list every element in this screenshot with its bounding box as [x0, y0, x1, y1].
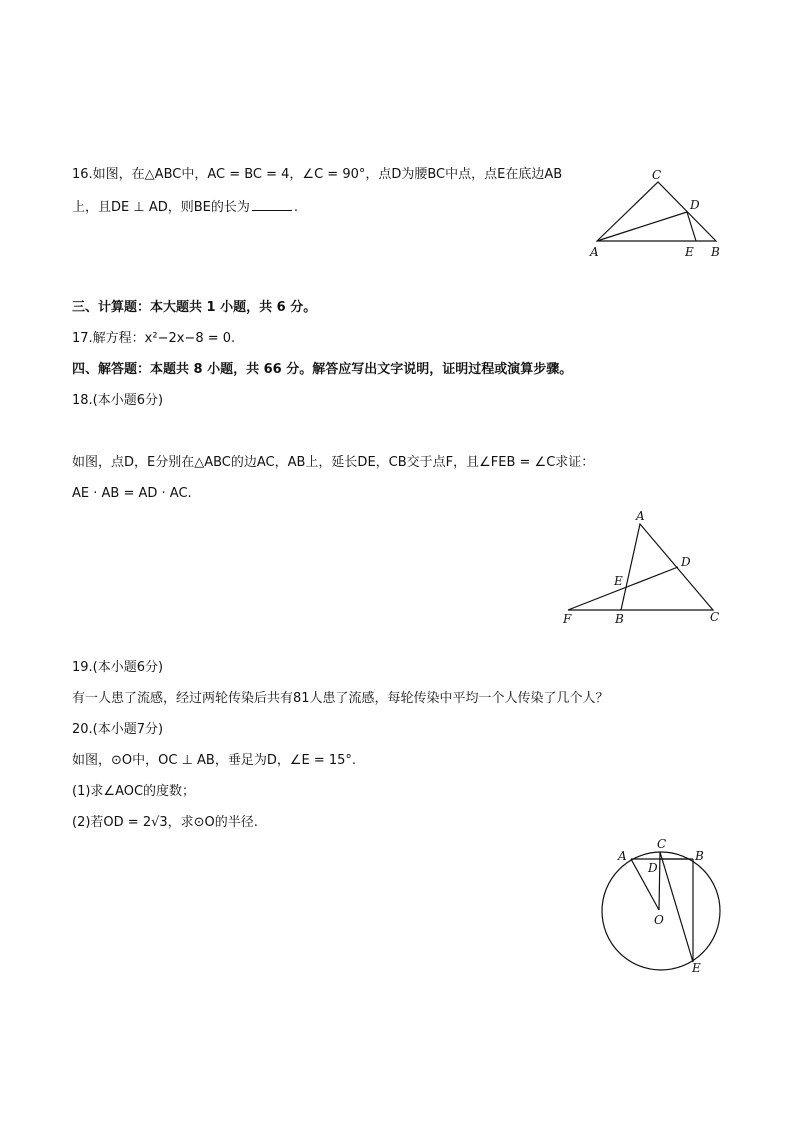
- section3-header: 三、计算题：本大题共 1 小题，共 6 分。: [72, 300, 317, 315]
- q20-circle-o: [602, 852, 720, 970]
- q18-head: 18.(本小题6分): [72, 393, 164, 408]
- q18-line2: AE · AB = AD · AC.: [72, 486, 192, 501]
- q18-label-b: B: [615, 612, 624, 626]
- q20-head: 20.(本小题7分): [72, 722, 164, 737]
- q20-label-a: A: [618, 849, 627, 863]
- q18-line1: 如图，点D，E分别在△ABC的边AC，AB上，延长DE，CB交于点F，且∠FEB = ∠C求证：: [72, 455, 595, 470]
- q16-line2-text: 上，且DE ⊥ AD，则BE的长为: [72, 200, 250, 215]
- q16-label-b: B: [711, 245, 720, 259]
- q16-label-e: E: [685, 245, 694, 259]
- q18-label-e: E: [614, 574, 623, 588]
- q20-label-e: E: [692, 961, 701, 975]
- q20-part2: (2)若OD = 2√3，求⊙O的半径.: [72, 815, 258, 830]
- q20-label-b: B: [695, 849, 704, 863]
- q20-segment-oc: [659, 852, 660, 910]
- q19-head: 19.(本小题6分): [72, 660, 164, 675]
- q18-label-f: F: [563, 612, 572, 626]
- q20-part1: (1)求∠AOC的度数；: [72, 784, 196, 799]
- q19-text: 有一人患了流感，经过两轮传染后共有81人患了流感，每轮传染中平均一个人传染了几个人？: [72, 691, 609, 706]
- q18-label-c: C: [710, 610, 720, 624]
- q18-label-d: D: [681, 555, 691, 569]
- q16-label-a: A: [590, 245, 599, 259]
- q20-line1: 如图，⊙O中，OC ⊥ AB，垂足为D，∠E = 15°.: [72, 753, 357, 768]
- q16-label-d: D: [690, 198, 700, 212]
- q20-segment-ce: [660, 852, 693, 962]
- q16-line1: 16.如图，在△ABC中，AC = BC = 4，∠C = 90°，点D为腰BC中点，点E在底边AB: [72, 167, 563, 182]
- q20-label-o: O: [654, 913, 664, 927]
- q20-label-d: D: [648, 861, 658, 875]
- q17-text: 17.解方程：x²−2x−8 = 0.: [72, 331, 236, 346]
- q18-label-a: A: [636, 509, 645, 523]
- section4-header: 四、解答题：本题共 8 小题，共 66 分。解答应写出文字说明，证明过程或演算步骤。: [72, 362, 573, 377]
- q20-label-c: C: [657, 837, 667, 851]
- q16-label-c: C: [652, 168, 662, 182]
- q16-line2-end: .: [293, 200, 298, 215]
